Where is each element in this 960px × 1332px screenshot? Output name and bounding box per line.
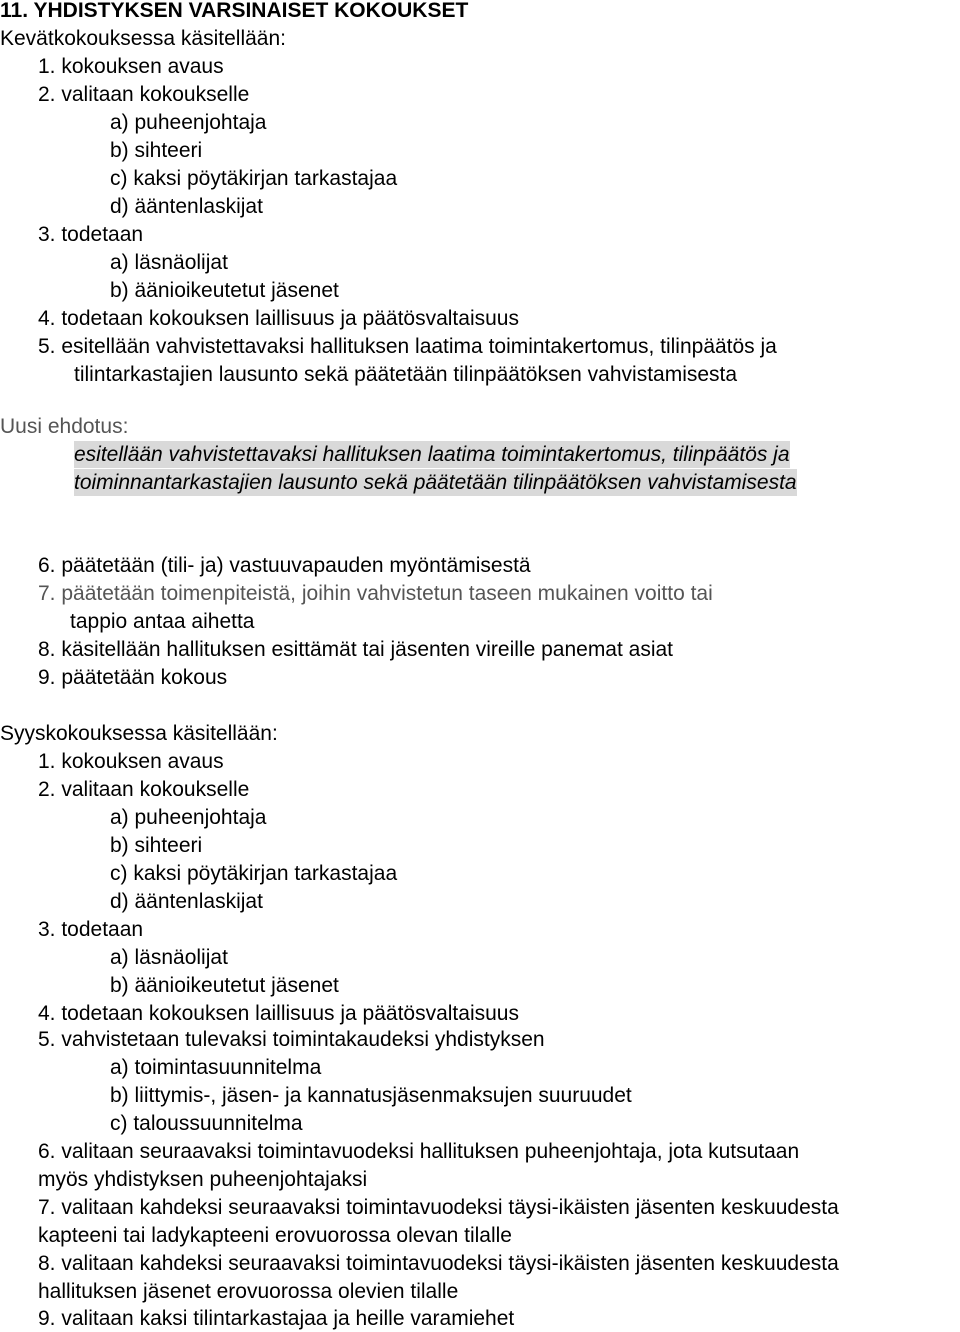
spring-intro: Kevätkokouksessa käsitellään: xyxy=(0,27,286,50)
list-item: 1. kokouksen avaus xyxy=(38,750,224,773)
list-item: d) ääntenlaskijat xyxy=(110,195,263,218)
list-item: c) kaksi pöytäkirjan tarkastajaa xyxy=(110,862,398,885)
list-item: 5. esitellään vahvistettavaksi hallituksen laatima toimintakertomus, tilinpäätös ja xyxy=(38,335,777,358)
proposal-line: esitellään vahvistettavaksi hallituksen laatima toimintakertomus, tilinpäätös ja xyxy=(74,443,790,466)
list-item: hallituksen jäsenet erovuorossa olevien tilalle xyxy=(38,1280,459,1303)
list-item: kapteeni tai ladykapteeni erovuorossa olevan tilalle xyxy=(38,1224,512,1247)
list-item: 8. valitaan kahdeksi seuraavaksi toimintavuodeksi täysi-ikäisten jäsenten keskuudesta xyxy=(38,1252,839,1275)
proposal-line: toiminnantarkastajien lausunto sekä päätetään tilinpäätöksen vahvistamisesta xyxy=(74,471,797,494)
list-item: 1. kokouksen avaus xyxy=(38,55,224,78)
list-item: 8. käsitellään hallituksen esittämät tai jäsenten vireille panemat asiat xyxy=(38,638,674,661)
list-item: 4. todetaan kokouksen laillisuus ja päätösvaltaisuus xyxy=(38,1002,519,1025)
list-item: a) puheenjohtaja xyxy=(110,806,267,829)
proposal-label: Uusi ehdotus: xyxy=(0,415,129,438)
list-item: 2. valitaan kokoukselle xyxy=(38,83,250,106)
list-item: 6. päätetään (tili- ja) vastuuvapauden myöntämisestä xyxy=(38,554,531,577)
list-item: 9. valitaan kaksi tilintarkastajaa ja heille varamiehet xyxy=(38,1307,515,1330)
list-item: 3. todetaan xyxy=(38,918,144,941)
list-item: b) äänioikeutetut jäsenet xyxy=(110,279,339,302)
list-item: 5. vahvistetaan tulevaksi toimintakaudeksi yhdistyksen xyxy=(38,1028,545,1051)
list-item: c) taloussuunnitelma xyxy=(110,1112,303,1135)
list-item: b) äänioikeutetut jäsenet xyxy=(110,974,339,997)
list-item: tilintarkastajien lausunto sekä päätetään tilinpäätöksen vahvistamisesta xyxy=(74,363,738,386)
autumn-intro: Syyskokouksessa käsitellään: xyxy=(0,722,278,745)
list-item: 2. valitaan kokoukselle xyxy=(38,778,250,801)
list-item: b) sihteeri xyxy=(110,139,203,162)
list-item: 7. päätetään toimenpiteistä, joihin vahvistetun taseen mukainen voitto tai xyxy=(38,582,713,605)
list-item: a) puheenjohtaja xyxy=(110,111,267,134)
list-item: 7. valitaan kahdeksi seuraavaksi toimintavuodeksi täysi-ikäisten jäsenten keskuudesta xyxy=(38,1196,839,1219)
list-item: a) toimintasuunnitelma xyxy=(110,1056,322,1079)
list-item: 3. todetaan xyxy=(38,223,144,246)
section-title: 11. YHDISTYKSEN VARSINAISET KOKOUKSET xyxy=(0,0,469,22)
list-item: tappio antaa aihetta xyxy=(70,610,255,633)
list-item: d) ääntenlaskijat xyxy=(110,890,263,913)
list-item: 6. valitaan seuraavaksi toimintavuodeksi hallituksen puheenjohtaja, jota kutsutaan xyxy=(38,1140,800,1163)
list-item: b) liittymis-, jäsen- ja kannatusjäsenmaksujen suuruudet xyxy=(110,1084,632,1107)
list-item: 9. päätetään kokous xyxy=(38,666,228,689)
list-item: myös yhdistyksen puheenjohtajaksi xyxy=(38,1168,368,1191)
list-item: 4. todetaan kokouksen laillisuus ja päätösvaltaisuus xyxy=(38,307,519,330)
list-item: c) kaksi pöytäkirjan tarkastajaa xyxy=(110,167,398,190)
list-item: b) sihteeri xyxy=(110,834,203,857)
list-item: a) läsnäolijat xyxy=(110,946,228,969)
list-item: a) läsnäolijat xyxy=(110,251,228,274)
